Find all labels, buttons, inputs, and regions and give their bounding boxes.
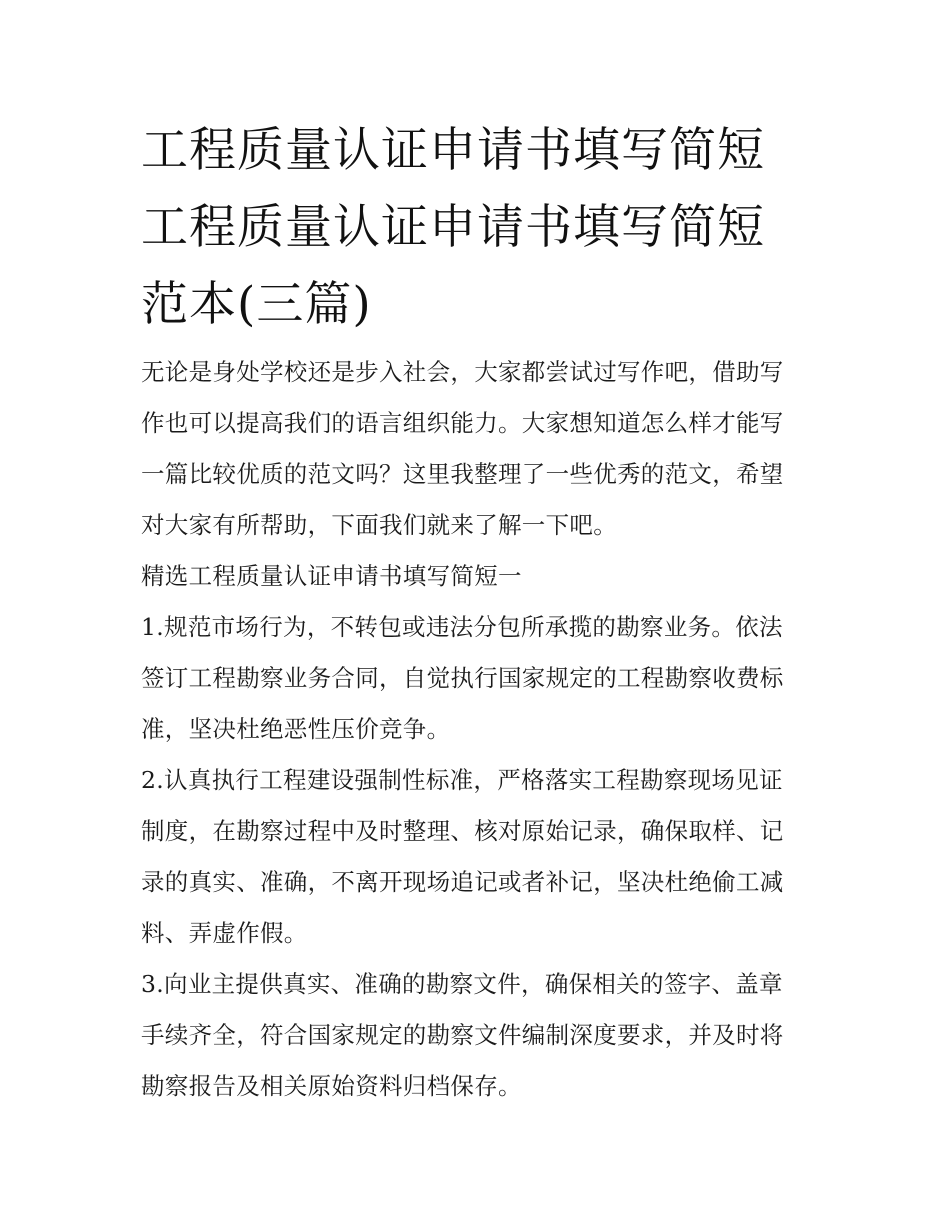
text-line: 签订工程勘察业务合同，自觉执行国家规定的工程勘察收费标 [141,664,784,692]
text-line: 制度，在勘察过程中及时整理、核对原始记录，确保取样、记 [141,817,784,845]
list-item-2 [141,755,821,959]
text-line: 料、弄虚作假。 [141,919,308,947]
intro-paragraph [141,347,821,551]
text-line: 1.规范市场行为，不转包或违法分包所承揽的勘察业务。依法 [141,613,783,641]
text-line: 勘察报告及相关原始资料归档保存。 [141,1072,522,1100]
text-line: 2.认真执行工程建设强制性标准，严格落实工程勘察现场见证 [141,766,783,794]
list-item-1 [141,602,821,755]
document-title [141,112,821,343]
title-line: 范本(三篇) [141,277,372,332]
section-heading: 精选工程质量认证申请书填写简短一 [141,562,522,590]
text-line: 手续齐全，符合国家规定的勘察文件编制深度要求，并及时将 [141,1021,784,1049]
list-item-3 [141,959,821,1112]
text-line: 3.向业主提供真实、准确的勘察文件，确保相关的签字、盖章 [141,970,783,998]
text-line: 作也可以提高我们的语言组织能力。大家想知道怎么样才能写 [141,409,784,437]
title-line: 工程质量认证申请书填写简短 [141,200,765,255]
text-line: 对大家有所帮助，下面我们就来了解一下吧。 [141,511,617,539]
text-line: 无论是身处学校还是步入社会，大家都尝试过写作吧，借助写 [141,358,784,386]
document-body [141,112,821,1112]
text-line: 准，坚决杜绝恶性压价竞争。 [141,715,451,743]
text-line: 录的真实、准确，不离开现场追记或者补记，坚决杜绝偷工减 [141,868,784,896]
title-line: 工程质量认证申请书填写简短 [141,123,765,178]
text-line: 一篇比较优质的范文吗？这里我整理了一些优秀的范文，希望 [141,460,784,488]
